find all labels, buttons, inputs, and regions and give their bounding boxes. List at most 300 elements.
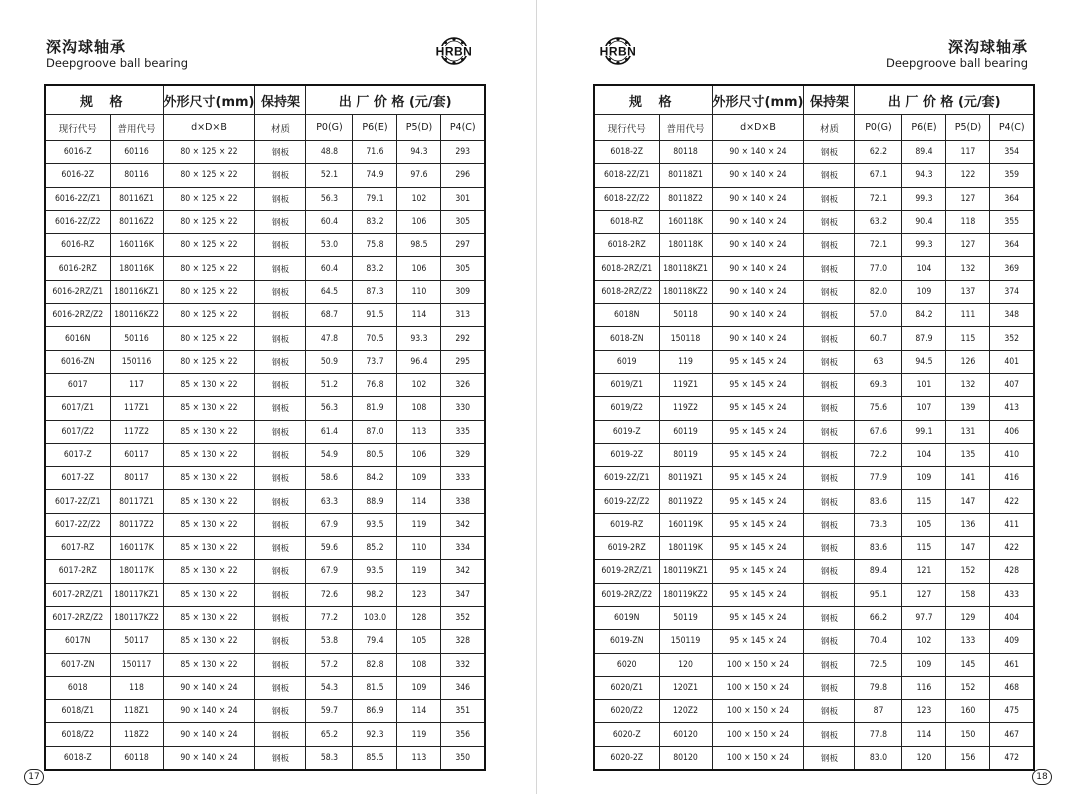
table-row: [594, 373, 1034, 396]
cell-p0: 47.8: [306, 327, 353, 350]
cell-p0: 87: [855, 700, 902, 723]
cell-current-code: 6018-ZN: [594, 327, 659, 350]
cell-current-code: 6016-2RZ/Z2: [45, 304, 110, 327]
cell-dimensions: 80 × 125 × 22: [163, 350, 255, 373]
table-row: [45, 676, 485, 699]
cell-material: 钢板: [255, 653, 306, 676]
cell-current-code: 6019-2Z/Z1: [594, 467, 659, 490]
cell-dimensions: 90 × 140 × 24: [712, 327, 804, 350]
cell-p0: 53.8: [306, 630, 353, 653]
cell-material: 钢板: [804, 653, 855, 676]
cell-common-code: 60120: [659, 723, 712, 746]
cell-p6: 75.8: [353, 234, 397, 257]
cell-p4: 352: [990, 327, 1034, 350]
cell-p5: 110: [397, 537, 441, 560]
cell-current-code: 6017/Z2: [45, 420, 110, 443]
cell-p5: 119: [397, 560, 441, 583]
table-row: [594, 700, 1034, 723]
cell-p0: 83.6: [855, 490, 902, 513]
cell-p0: 61.4: [306, 420, 353, 443]
cell-p6: 105: [902, 513, 946, 536]
cell-dimensions: 85 × 130 × 22: [163, 397, 255, 420]
cell-p6: 104: [902, 257, 946, 280]
cell-p4: 293: [441, 141, 485, 164]
cell-p5: 156: [946, 746, 990, 770]
cell-common-code: 80118: [659, 141, 712, 164]
col-current-code: 现行代号: [45, 115, 110, 141]
cell-p4: 416: [990, 467, 1034, 490]
table-row: [45, 397, 485, 420]
cell-p0: 72.5: [855, 653, 902, 676]
cell-p0: 77.8: [855, 723, 902, 746]
cell-p0: 67.1: [855, 164, 902, 187]
cell-p5: 97.6: [397, 164, 441, 187]
cell-common-code: 118: [110, 676, 163, 699]
header-spec: 规 格: [45, 85, 163, 115]
cell-p0: 70.4: [855, 630, 902, 653]
table-row: [594, 210, 1034, 233]
cell-current-code: 6020-2Z: [594, 746, 659, 770]
cell-common-code: 80116Z2: [110, 210, 163, 233]
cell-current-code: 6016-2Z/Z1: [45, 187, 110, 210]
cell-material: 钢板: [804, 490, 855, 513]
cell-p5: 127: [946, 234, 990, 257]
cell-p4: 411: [990, 513, 1034, 536]
cell-common-code: 119: [659, 350, 712, 373]
cell-current-code: 6017-Z: [45, 443, 110, 466]
table-row: [594, 397, 1034, 420]
col-p0: P0(G): [306, 115, 353, 141]
cell-p6: 109: [902, 467, 946, 490]
cell-p4: 428: [990, 560, 1034, 583]
cell-current-code: 6016-2Z/Z2: [45, 210, 110, 233]
cell-current-code: 6017/Z1: [45, 397, 110, 420]
cell-current-code: 6017-2Z: [45, 467, 110, 490]
header-cage: 保持架: [255, 85, 306, 115]
cell-current-code: 6020-Z: [594, 723, 659, 746]
cell-material: 钢板: [804, 373, 855, 396]
cell-current-code: 6016-RZ: [45, 234, 110, 257]
cell-p5: 152: [946, 560, 990, 583]
cell-p0: 75.6: [855, 397, 902, 420]
col-dimensions: d×D×B: [163, 115, 255, 141]
cell-material: 钢板: [804, 304, 855, 327]
cell-current-code: 6019-ZN: [594, 630, 659, 653]
cell-p0: 56.3: [306, 187, 353, 210]
table-row: [594, 327, 1034, 350]
cell-p4: 297: [441, 234, 485, 257]
cell-p6: 90.4: [902, 210, 946, 233]
cell-common-code: 60118: [110, 746, 163, 770]
cell-p0: 79.8: [855, 676, 902, 699]
cell-dimensions: 85 × 130 × 22: [163, 653, 255, 676]
col-p6: P6(E): [902, 115, 946, 141]
cell-common-code: 60119: [659, 420, 712, 443]
cell-p4: 348: [990, 304, 1034, 327]
cell-material: 钢板: [804, 700, 855, 723]
cell-current-code: 6019-2RZ: [594, 537, 659, 560]
table-row: [45, 164, 485, 187]
cell-current-code: 6017: [45, 373, 110, 396]
cell-p4: 328: [441, 630, 485, 653]
cell-p6: 87.3: [353, 280, 397, 303]
table-row: [594, 141, 1034, 164]
cell-common-code: 50116: [110, 327, 163, 350]
cell-common-code: 120: [659, 653, 712, 676]
cell-dimensions: 80 × 125 × 22: [163, 257, 255, 280]
cell-common-code: 80118Z2: [659, 187, 712, 210]
cell-dimensions: 100 × 150 × 24: [712, 723, 804, 746]
cell-p4: 329: [441, 443, 485, 466]
cell-current-code: 6019-Z: [594, 420, 659, 443]
table-row: [594, 257, 1034, 280]
cell-current-code: 6018/Z2: [45, 723, 110, 746]
cell-p6: 82.8: [353, 653, 397, 676]
cell-common-code: 80116: [110, 164, 163, 187]
cell-common-code: 60116: [110, 141, 163, 164]
cell-current-code: 6016-2RZ: [45, 257, 110, 280]
cell-p4: 433: [990, 583, 1034, 606]
cell-dimensions: 85 × 130 × 22: [163, 490, 255, 513]
table-row: [594, 513, 1034, 536]
cell-current-code: 6016-ZN: [45, 350, 110, 373]
table-row: [594, 234, 1034, 257]
cell-common-code: 180119KZ1: [659, 560, 712, 583]
cell-material: 钢板: [804, 397, 855, 420]
cell-material: 钢板: [804, 327, 855, 350]
cell-p6: 103.0: [353, 606, 397, 629]
cell-p6: 85.5: [353, 746, 397, 770]
cell-p4: 342: [441, 513, 485, 536]
cell-p0: 66.2: [855, 606, 902, 629]
cell-dimensions: 85 × 130 × 22: [163, 630, 255, 653]
cell-p5: 94.3: [397, 141, 441, 164]
col-material: 材质: [255, 115, 306, 141]
cell-common-code: 180118KZ1: [659, 257, 712, 280]
cell-material: 钢板: [804, 560, 855, 583]
cell-current-code: 6019-2RZ/Z2: [594, 583, 659, 606]
cell-material: 钢板: [255, 513, 306, 536]
cell-p5: 135: [946, 443, 990, 466]
cell-material: 钢板: [255, 583, 306, 606]
cell-current-code: 6019-2Z/Z2: [594, 490, 659, 513]
cell-current-code: 6018-2RZ/Z1: [594, 257, 659, 280]
table-row: [45, 630, 485, 653]
cell-material: 钢板: [804, 723, 855, 746]
cell-p4: 364: [990, 187, 1034, 210]
header-dimensions: 外形尺寸(mm): [712, 85, 804, 115]
cell-dimensions: 95 × 145 × 24: [712, 373, 804, 396]
cell-p5: 114: [397, 700, 441, 723]
cell-common-code: 180117K: [110, 560, 163, 583]
cell-p4: 313: [441, 304, 485, 327]
cell-p0: 57.2: [306, 653, 353, 676]
cell-p5: 119: [397, 513, 441, 536]
cell-dimensions: 90 × 140 × 24: [712, 210, 804, 233]
cell-p6: 93.5: [353, 513, 397, 536]
cell-common-code: 50118: [659, 304, 712, 327]
cell-current-code: 6018N: [594, 304, 659, 327]
cell-common-code: 120Z1: [659, 676, 712, 699]
cell-material: 钢板: [255, 210, 306, 233]
cell-p5: 117: [946, 141, 990, 164]
cell-material: 钢板: [804, 676, 855, 699]
cell-current-code: 6020/Z2: [594, 700, 659, 723]
cell-p0: 89.4: [855, 560, 902, 583]
cell-p6: 107: [902, 397, 946, 420]
cell-p4: 472: [990, 746, 1034, 770]
cell-p6: 89.4: [902, 141, 946, 164]
cell-material: 钢板: [804, 443, 855, 466]
cell-p4: 352: [441, 606, 485, 629]
cell-dimensions: 90 × 140 × 24: [163, 676, 255, 699]
cell-p0: 64.5: [306, 280, 353, 303]
book-spine: [536, 0, 537, 794]
col-common-code: 普用代号: [110, 115, 163, 141]
cell-p6: 121: [902, 560, 946, 583]
cell-current-code: 6020/Z1: [594, 676, 659, 699]
table-row: [594, 304, 1034, 327]
cell-dimensions: 95 × 145 × 24: [712, 630, 804, 653]
cell-p5: 128: [397, 606, 441, 629]
cell-current-code: 6016-2Z: [45, 164, 110, 187]
cell-current-code: 6020: [594, 653, 659, 676]
cell-common-code: 150118: [659, 327, 712, 350]
cell-p6: 123: [902, 700, 946, 723]
cell-p5: 96.4: [397, 350, 441, 373]
cell-material: 钢板: [804, 141, 855, 164]
cell-dimensions: 100 × 150 × 24: [712, 746, 804, 770]
table-row: [45, 537, 485, 560]
cell-p0: 68.7: [306, 304, 353, 327]
cell-dimensions: 85 × 130 × 22: [163, 443, 255, 466]
cell-material: 钢板: [804, 583, 855, 606]
col-p4: P4(C): [441, 115, 485, 141]
cell-p0: 59.6: [306, 537, 353, 560]
cell-common-code: 180119K: [659, 537, 712, 560]
cell-current-code: 6017N: [45, 630, 110, 653]
cell-material: 钢板: [804, 746, 855, 770]
cell-common-code: 117: [110, 373, 163, 396]
table-row: [45, 490, 485, 513]
cell-p5: 147: [946, 537, 990, 560]
cell-p6: 94.3: [902, 164, 946, 187]
cell-current-code: 6016N: [45, 327, 110, 350]
cell-p5: 109: [397, 467, 441, 490]
cell-material: 钢板: [255, 187, 306, 210]
cell-current-code: 6019: [594, 350, 659, 373]
cell-material: 钢板: [255, 537, 306, 560]
cell-material: 钢板: [255, 234, 306, 257]
cell-p5: 114: [397, 490, 441, 513]
cell-p0: 58.3: [306, 746, 353, 770]
cell-p6: 74.9: [353, 164, 397, 187]
cell-p4: 354: [990, 141, 1034, 164]
cell-p5: 108: [397, 653, 441, 676]
cell-current-code: 6019-2Z: [594, 443, 659, 466]
cell-common-code: 160118K: [659, 210, 712, 233]
table-row: [594, 746, 1034, 770]
cell-dimensions: 90 × 140 × 24: [163, 723, 255, 746]
cell-p5: 114: [397, 304, 441, 327]
cell-common-code: 118Z2: [110, 723, 163, 746]
cell-p4: 422: [990, 490, 1034, 513]
cell-material: 钢板: [804, 513, 855, 536]
cell-common-code: 117Z1: [110, 397, 163, 420]
cell-material: 钢板: [255, 141, 306, 164]
cell-common-code: 80118Z1: [659, 164, 712, 187]
cell-p0: 54.3: [306, 676, 353, 699]
cell-current-code: 6018-RZ: [594, 210, 659, 233]
table-row: [45, 304, 485, 327]
cell-p5: 145: [946, 653, 990, 676]
cell-material: 钢板: [804, 257, 855, 280]
cell-material: 钢板: [255, 164, 306, 187]
cell-p6: 99.3: [902, 234, 946, 257]
cell-material: 钢板: [255, 606, 306, 629]
col-p5: P5(D): [946, 115, 990, 141]
page-title-zh: 深沟球轴承: [46, 38, 127, 56]
cell-p6: 79.4: [353, 630, 397, 653]
cell-p4: 350: [441, 746, 485, 770]
cell-p4: 296: [441, 164, 485, 187]
header-dimensions: 外形尺寸(mm): [163, 85, 255, 115]
cell-p0: 82.0: [855, 280, 902, 303]
cell-p6: 87.0: [353, 420, 397, 443]
table-row: [45, 443, 485, 466]
cell-p5: 160: [946, 700, 990, 723]
cell-dimensions: 95 × 145 × 24: [712, 537, 804, 560]
cell-p0: 63.2: [855, 210, 902, 233]
cell-current-code: 6018-2RZ: [594, 234, 659, 257]
cell-p6: 71.6: [353, 141, 397, 164]
cell-material: 钢板: [804, 210, 855, 233]
cell-dimensions: 90 × 140 × 24: [712, 141, 804, 164]
table-row: [594, 164, 1034, 187]
cell-p6: 70.5: [353, 327, 397, 350]
cell-dimensions: 85 × 130 × 22: [163, 560, 255, 583]
cell-current-code: 6017-2RZ: [45, 560, 110, 583]
cell-p0: 57.0: [855, 304, 902, 327]
cell-p6: 99.3: [902, 187, 946, 210]
cell-p5: 111: [946, 304, 990, 327]
cell-p4: 292: [441, 327, 485, 350]
cell-common-code: 60117: [110, 443, 163, 466]
cell-p4: 461: [990, 653, 1034, 676]
cell-dimensions: 85 × 130 × 22: [163, 583, 255, 606]
table-row: [594, 606, 1034, 629]
cell-common-code: 80119Z2: [659, 490, 712, 513]
bearing-price-table: [593, 84, 1035, 771]
table-row: [45, 723, 485, 746]
cell-p4: 295: [441, 350, 485, 373]
cell-common-code: 80117Z1: [110, 490, 163, 513]
cell-p6: 101: [902, 373, 946, 396]
cell-p6: 115: [902, 490, 946, 513]
table-row: [45, 350, 485, 373]
table-row: [45, 700, 485, 723]
cell-current-code: 6017-RZ: [45, 537, 110, 560]
cell-material: 钢板: [804, 537, 855, 560]
cell-current-code: 6019N: [594, 606, 659, 629]
cell-dimensions: 100 × 150 × 24: [712, 700, 804, 723]
cell-current-code: 6017-2Z/Z2: [45, 513, 110, 536]
cell-p4: 413: [990, 397, 1034, 420]
table-row: [594, 280, 1034, 303]
cell-dimensions: 95 × 145 × 24: [712, 350, 804, 373]
cell-material: 钢板: [255, 304, 306, 327]
table-row: [594, 443, 1034, 466]
cell-material: 钢板: [255, 280, 306, 303]
cell-common-code: 180116KZ1: [110, 280, 163, 303]
table-row: [45, 234, 485, 257]
cell-p4: 355: [990, 210, 1034, 233]
cell-p0: 95.1: [855, 583, 902, 606]
cell-p5: 110: [397, 280, 441, 303]
cell-p4: 468: [990, 676, 1034, 699]
cell-p5: 98.5: [397, 234, 441, 257]
cell-p5: 113: [397, 746, 441, 770]
cell-material: 钢板: [255, 490, 306, 513]
cell-p0: 60.7: [855, 327, 902, 350]
cell-current-code: 6017-2RZ/Z1: [45, 583, 110, 606]
cell-p4: 305: [441, 210, 485, 233]
cell-dimensions: 85 × 130 × 22: [163, 513, 255, 536]
cell-current-code: 6019/Z2: [594, 397, 659, 420]
cell-p5: 132: [946, 373, 990, 396]
cell-p5: 127: [946, 187, 990, 210]
cell-p0: 60.4: [306, 257, 353, 280]
table-row: [594, 653, 1034, 676]
cell-material: 钢板: [804, 420, 855, 443]
cell-p0: 63: [855, 350, 902, 373]
cell-p6: 127: [902, 583, 946, 606]
cell-p4: 305: [441, 257, 485, 280]
cell-common-code: 150119: [659, 630, 712, 653]
cell-dimensions: 90 × 140 × 24: [163, 700, 255, 723]
cell-dimensions: 80 × 125 × 22: [163, 327, 255, 350]
cell-p5: 122: [946, 164, 990, 187]
cell-p6: 94.5: [902, 350, 946, 373]
table-row: [45, 467, 485, 490]
table-row: [594, 560, 1034, 583]
cell-dimensions: 90 × 140 × 24: [712, 304, 804, 327]
cell-common-code: 118Z1: [110, 700, 163, 723]
cell-p6: 81.9: [353, 397, 397, 420]
col-p5: P5(D): [397, 115, 441, 141]
cell-p4: 369: [990, 257, 1034, 280]
cell-material: 钢板: [255, 560, 306, 583]
cell-p6: 85.2: [353, 537, 397, 560]
right-page: [538, 0, 1074, 794]
table-row: [45, 141, 485, 164]
cell-p4: 334: [441, 537, 485, 560]
cell-p0: 77.9: [855, 467, 902, 490]
cell-dimensions: 95 × 145 × 24: [712, 443, 804, 466]
header-spec: 规 格: [594, 85, 712, 115]
cell-dimensions: 80 × 125 × 22: [163, 280, 255, 303]
cell-current-code: 6019-RZ: [594, 513, 659, 536]
cell-p6: 116: [902, 676, 946, 699]
cell-p6: 84.2: [353, 467, 397, 490]
table-row: [45, 257, 485, 280]
cell-p0: 83.6: [855, 537, 902, 560]
cell-material: 钢板: [255, 630, 306, 653]
cell-p0: 72.6: [306, 583, 353, 606]
cell-common-code: 80116Z1: [110, 187, 163, 210]
cell-common-code: 160119K: [659, 513, 712, 536]
cell-material: 钢板: [255, 723, 306, 746]
